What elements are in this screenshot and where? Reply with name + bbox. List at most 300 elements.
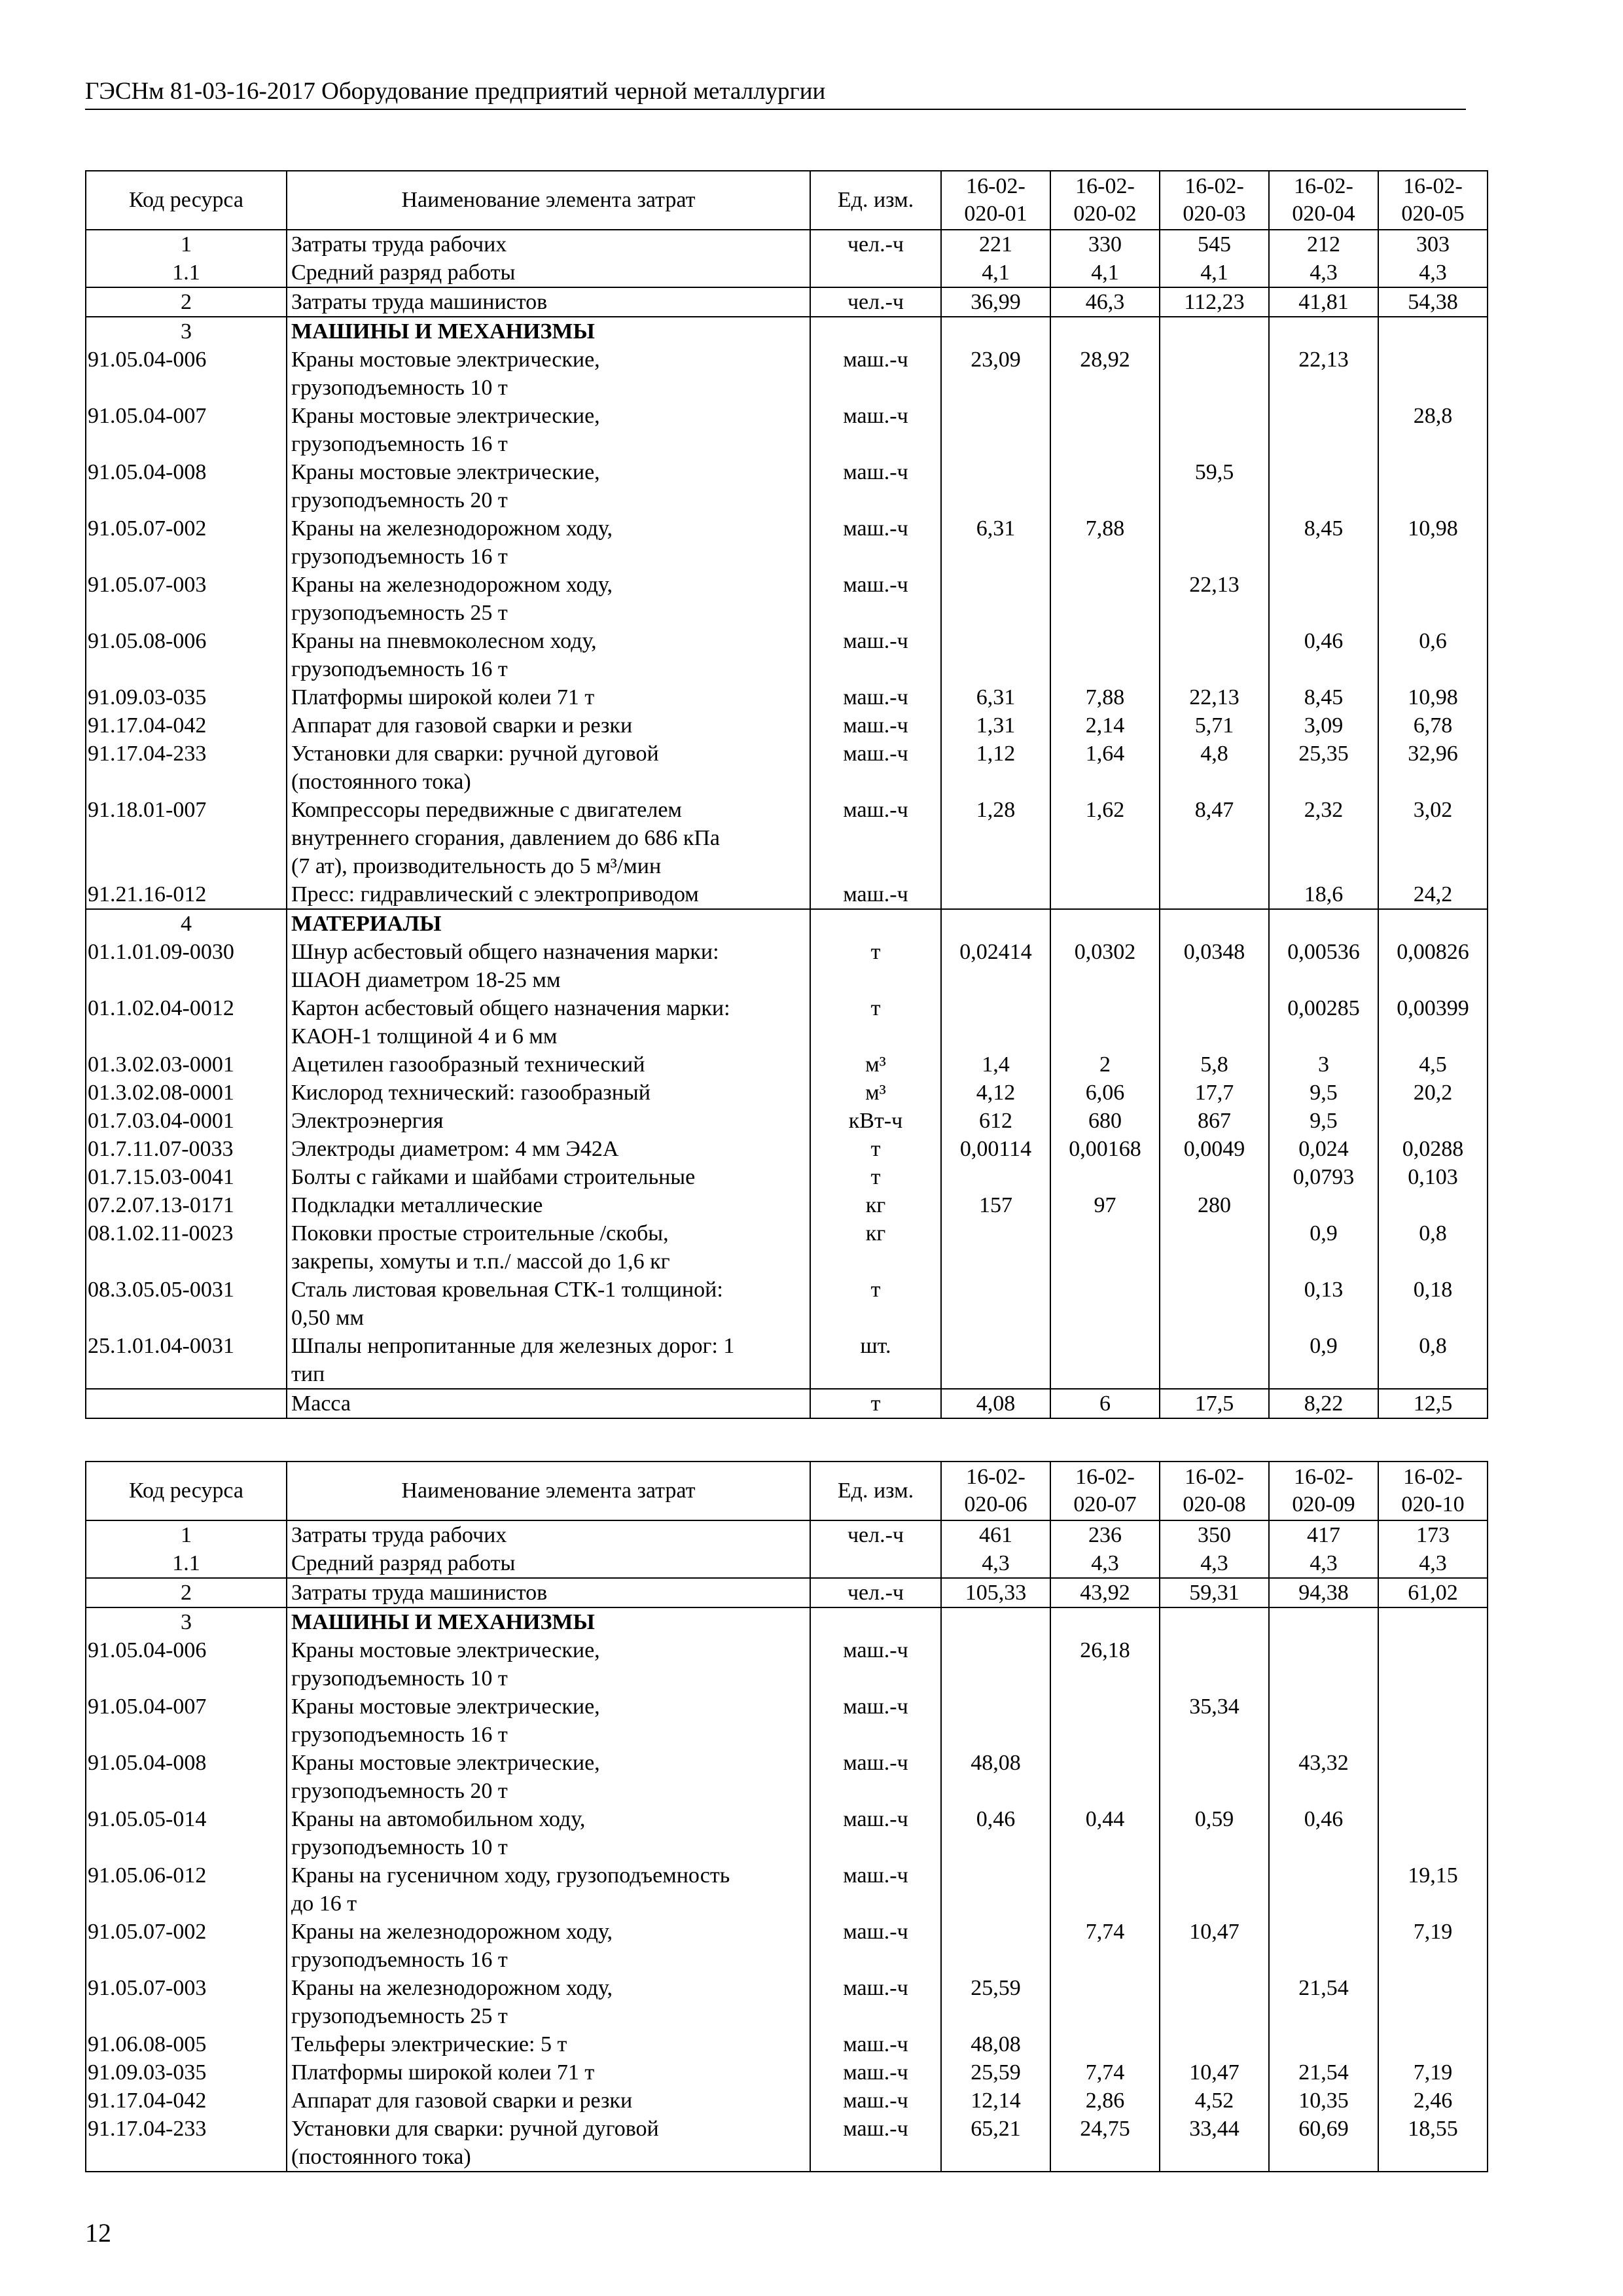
- norm-value: [1378, 1107, 1488, 1135]
- norm-value: 28,8: [1378, 402, 1488, 458]
- cost-element-name: [287, 259, 810, 287]
- norm-value: 1,4: [941, 1050, 1050, 1079]
- table-row: [86, 938, 1488, 994]
- name-line: Болты с гайками и шайбами строительные: [291, 1165, 696, 1189]
- resource-code: 91.09.03-035: [86, 2058, 287, 2087]
- section-title: [287, 909, 810, 938]
- unit: чел.-ч: [810, 230, 941, 259]
- unit: маш.-ч: [810, 514, 941, 571]
- name-line: Краны мостовые электрические,: [291, 460, 600, 484]
- name-line: грузоподъемность 25 т: [291, 601, 508, 625]
- cost-element-name: [287, 2115, 810, 2172]
- norm-value: [1160, 1861, 1269, 1918]
- table-row: [86, 1332, 1488, 1389]
- norm-value: 7,19: [1378, 1918, 1488, 1974]
- table-row: [86, 317, 1488, 346]
- unit: [810, 317, 941, 346]
- header-norm-code-line: 020-09: [1292, 1492, 1355, 1516]
- norm-value: 0,9: [1269, 1219, 1378, 1276]
- name-line: (постоянного тока): [291, 2145, 471, 2169]
- unit: маш.-ч: [810, 880, 941, 909]
- norm-value: 43,32: [1269, 1749, 1378, 1805]
- name-line: Средний разряд работы: [291, 1551, 516, 1575]
- norm-value: 0,44: [1050, 1805, 1160, 1861]
- norm-value: [1269, 458, 1378, 514]
- norm-value: 1,62: [1050, 796, 1160, 880]
- norm-value: 2,14: [1050, 711, 1160, 740]
- norm-value: 4,52: [1160, 2087, 1269, 2115]
- norm-value: 0,02414: [941, 938, 1050, 994]
- resource-code: 2: [86, 1578, 287, 1607]
- norm-value: [1050, 1861, 1160, 1918]
- cost-element-name: [287, 1276, 810, 1332]
- cost-element-name: [287, 402, 810, 458]
- resource-code: 91.18.01-007: [86, 796, 287, 880]
- table-row: [86, 1107, 1488, 1135]
- name-line: Краны мостовые электрические,: [291, 1695, 600, 1719]
- name-line: до 16 т: [291, 1892, 357, 1916]
- norm-value: 8,45: [1269, 683, 1378, 711]
- table-row: [86, 402, 1488, 458]
- table-row: [86, 287, 1488, 317]
- norm-value: [1160, 1276, 1269, 1332]
- resource-code: 3: [86, 317, 287, 346]
- norm-value: 4,1: [941, 259, 1050, 287]
- table-row: [86, 1135, 1488, 1163]
- norm-value: 24,75: [1050, 2115, 1160, 2172]
- resource-code: 91.05.04-006: [86, 1636, 287, 1693]
- cost-element-name: [287, 1549, 810, 1578]
- norm-value: 236: [1050, 1520, 1160, 1549]
- norm-value: 0,46: [941, 1805, 1050, 1861]
- norm-value: 41,81: [1269, 287, 1378, 317]
- table-row: [86, 1805, 1488, 1861]
- norm-value: 3,02: [1378, 796, 1488, 880]
- resource-code: 91.05.05-014: [86, 1805, 287, 1861]
- header-unit: Ед. изм.: [810, 171, 941, 230]
- norm-value: 545: [1160, 230, 1269, 259]
- unit: маш.-ч: [810, 627, 941, 683]
- norm-value: 0,00168: [1050, 1135, 1160, 1163]
- cost-element-name: [287, 287, 810, 317]
- norm-value: [1160, 1749, 1269, 1805]
- norm-value: [941, 1276, 1050, 1332]
- name-line: Краны на железнодорожном ходу,: [291, 516, 613, 541]
- norm-value: [1378, 1749, 1488, 1805]
- table-row: [86, 1191, 1488, 1219]
- norm-value: 461: [941, 1520, 1050, 1549]
- header-norm-code-line: 16-02-: [1294, 174, 1353, 198]
- norm-value: [1160, 1974, 1269, 2030]
- norm-value: 6,31: [941, 514, 1050, 571]
- unit: маш.-ч: [810, 2030, 941, 2058]
- resource-code: 91.05.07-002: [86, 1918, 287, 1974]
- unit: маш.-ч: [810, 402, 941, 458]
- norm-value: [941, 1332, 1050, 1389]
- resource-code: 1.1: [86, 1549, 287, 1578]
- cost-element-name: [287, 1578, 810, 1607]
- norm-value: [1050, 1163, 1160, 1191]
- norm-value: [1050, 2030, 1160, 2058]
- header-norm-code-line: 020-06: [964, 1492, 1027, 1516]
- norm-value: 28,92: [1050, 346, 1160, 402]
- norm-value: 612: [941, 1107, 1050, 1135]
- norm-value: 680: [1050, 1107, 1160, 1135]
- resource-code: 91.05.04-006: [86, 346, 287, 402]
- header-norm-code-line: 16-02-: [1403, 174, 1463, 198]
- norm-value: [941, 909, 1050, 938]
- resource-code: 91.17.04-233: [86, 740, 287, 796]
- norm-value: 8,45: [1269, 514, 1378, 571]
- unit: м³: [810, 1079, 941, 1107]
- norm-value: 0,59: [1160, 1805, 1269, 1861]
- norm-value: 0,18: [1378, 1276, 1488, 1332]
- norm-value: 0,9: [1269, 1332, 1378, 1389]
- resource-code: 01.7.15.03-0041: [86, 1163, 287, 1191]
- cost-element-name: [287, 1636, 810, 1693]
- norm-value: [1160, 1332, 1269, 1389]
- unit: маш.-ч: [810, 740, 941, 796]
- norm-value: 1,31: [941, 711, 1050, 740]
- name-line: Краны на железнодорожном ходу,: [291, 1920, 613, 1944]
- norm-value: 4,3: [941, 1549, 1050, 1578]
- norm-value: 21,54: [1269, 1974, 1378, 2030]
- norm-value: 10,35: [1269, 2087, 1378, 2115]
- unit: маш.-ч: [810, 571, 941, 627]
- unit: маш.-ч: [810, 1918, 941, 1974]
- norm-value: [941, 571, 1050, 627]
- norm-value: [1050, 1276, 1160, 1332]
- norm-value: [941, 1693, 1050, 1749]
- cost-element-name: [287, 1974, 810, 2030]
- norm-value: 4,12: [941, 1079, 1050, 1107]
- resource-code: 1: [86, 1520, 287, 1549]
- table-row: [86, 683, 1488, 711]
- cost-element-name: [287, 1749, 810, 1805]
- norm-value: 43,92: [1050, 1578, 1160, 1607]
- norm-value: 3: [1269, 1050, 1378, 1079]
- norm-value: 59,31: [1160, 1578, 1269, 1607]
- norm-value: 6,06: [1050, 1079, 1160, 1107]
- norm-value: 280: [1160, 1191, 1269, 1219]
- header-norm-code: [1160, 1462, 1269, 1520]
- page-number: 12: [85, 2218, 111, 2248]
- norm-value: 48,08: [941, 2030, 1050, 2058]
- norm-value: [1378, 1191, 1488, 1219]
- norm-value: [1160, 2030, 1269, 2058]
- norm-value: [941, 1861, 1050, 1918]
- name-line: Затраты труда машинистов: [291, 290, 548, 314]
- cost-element-name: [287, 1050, 810, 1079]
- norm-value: 0,00536: [1269, 938, 1378, 994]
- norm-value: [1160, 627, 1269, 683]
- header-name: Наименование элемента затрат: [287, 171, 810, 230]
- unit: шт.: [810, 1332, 941, 1389]
- norm-value: 0,00285: [1269, 994, 1378, 1050]
- norm-value: [1269, 1607, 1378, 1636]
- name-line: МАТЕРИАЛЫ: [291, 912, 442, 936]
- norm-value: 22,13: [1160, 683, 1269, 711]
- norm-value: 0,46: [1269, 627, 1378, 683]
- header-name: Наименование элемента затрат: [287, 1462, 810, 1520]
- name-line: Кислород технический: газообразный: [291, 1081, 651, 1105]
- header-norm-code-line: 16-02-: [1185, 174, 1244, 198]
- unit: маш.-ч: [810, 2058, 941, 2087]
- norm-value: 350: [1160, 1520, 1269, 1549]
- norm-value: [1050, 571, 1160, 627]
- resource-code: 91.05.06-012: [86, 1861, 287, 1918]
- resource-code: 91.05.04-008: [86, 1749, 287, 1805]
- unit: маш.-ч: [810, 1974, 941, 2030]
- name-line: закрепы, хомуты и т.п./ массой до 1,6 кг: [291, 1249, 670, 1274]
- table-row: [86, 1636, 1488, 1693]
- cost-element-name: [287, 571, 810, 627]
- unit: м³: [810, 1050, 941, 1079]
- name-line: Установки для сварки: ручной дуговой: [291, 742, 659, 766]
- norm-value: 8,47: [1160, 796, 1269, 880]
- norm-value: 417: [1269, 1520, 1378, 1549]
- table-row: [86, 1389, 1488, 1418]
- norm-value: 10,47: [1160, 1918, 1269, 1974]
- unit: маш.-ч: [810, 346, 941, 402]
- header-norm-code-line: 16-02-: [1294, 1465, 1353, 1489]
- table-row: [86, 796, 1488, 880]
- norm-value: 7,88: [1050, 514, 1160, 571]
- name-line: грузоподъемность 10 т: [291, 1666, 508, 1691]
- table-row: [86, 880, 1488, 909]
- header-norm-code: [1378, 171, 1488, 230]
- norm-value: [1269, 1918, 1378, 1974]
- norm-value: [1378, 346, 1488, 402]
- header-norm-code: [941, 1462, 1050, 1520]
- norm-value: [941, 458, 1050, 514]
- norm-value: [1269, 1636, 1378, 1693]
- name-line: МАШИНЫ И МЕХАНИЗМЫ: [291, 1610, 595, 1634]
- name-line: Тельферы электрические: 5 т: [291, 2032, 567, 2056]
- norm-value: [1050, 1219, 1160, 1276]
- table-row: [86, 1578, 1488, 1607]
- table-row: [86, 2058, 1488, 2087]
- norm-value: 1,64: [1050, 740, 1160, 796]
- resource-code: 1: [86, 230, 287, 259]
- name-line: МАШИНЫ И МЕХАНИЗМЫ: [291, 319, 595, 344]
- cost-element-name: [287, 796, 810, 880]
- norm-value: [1160, 346, 1269, 402]
- table-row: [86, 1219, 1488, 1276]
- resource-code: 91.05.04-008: [86, 458, 287, 514]
- cost-element-name: [287, 1693, 810, 1749]
- table-row: [86, 514, 1488, 571]
- name-line: Платформы широкой колеи 71 т: [291, 2060, 595, 2085]
- norm-value: 4,1: [1160, 259, 1269, 287]
- header-norm-code-line: 020-01: [964, 202, 1027, 226]
- norm-value: [941, 317, 1050, 346]
- norm-value: [1378, 1636, 1488, 1693]
- cost-element-name: [287, 2030, 810, 2058]
- resource-code: 01.7.03.04-0001: [86, 1107, 287, 1135]
- name-line: Шнур асбестовый общего назначения марки:: [291, 940, 719, 964]
- norm-value: [941, 1163, 1050, 1191]
- norm-value: [1160, 1163, 1269, 1191]
- resource-code: 91.06.08-005: [86, 2030, 287, 2058]
- resource-code: 07.2.07.13-0171: [86, 1191, 287, 1219]
- header-norm-code: [1269, 1462, 1378, 1520]
- table-row: [86, 1276, 1488, 1332]
- table-row: [86, 1861, 1488, 1918]
- norm-value: 4,08: [941, 1389, 1050, 1418]
- norm-value: 22,13: [1269, 346, 1378, 402]
- cost-element-name: [287, 938, 810, 994]
- norm-value: 2: [1050, 1050, 1160, 1079]
- norm-value: 330: [1050, 230, 1160, 259]
- name-line: Сталь листовая кровельная СТК-1 толщиной:: [291, 1278, 723, 1302]
- name-line: Затраты труда машинистов: [291, 1581, 548, 1605]
- name-line: Краны мостовые электрические,: [291, 348, 600, 372]
- norm-value: 4,3: [1160, 1549, 1269, 1578]
- norm-value: 303: [1378, 230, 1488, 259]
- norm-value: [1160, 1607, 1269, 1636]
- norm-value: [1269, 317, 1378, 346]
- norm-value: 25,59: [941, 2058, 1050, 2087]
- name-line: Подкладки металлические: [291, 1193, 543, 1217]
- cost-element-name: [287, 1079, 810, 1107]
- norm-value: [1378, 1693, 1488, 1749]
- norm-value: 94,38: [1269, 1578, 1378, 1607]
- name-line: Электроэнергия: [291, 1109, 444, 1133]
- name-line: Средний разряд работы: [291, 260, 516, 285]
- unit: т: [810, 938, 941, 994]
- norm-value: [1160, 909, 1269, 938]
- norm-value: [1050, 909, 1160, 938]
- unit: чел.-ч: [810, 1520, 941, 1549]
- name-line: грузоподъемность 16 т: [291, 657, 508, 681]
- norm-value: 0,00826: [1378, 938, 1488, 994]
- table-row: [86, 259, 1488, 287]
- norm-value: 105,33: [941, 1578, 1050, 1607]
- norm-value: 173: [1378, 1520, 1488, 1549]
- name-line: Масса: [291, 1391, 351, 1416]
- table-row: [86, 1520, 1488, 1549]
- norm-value: [1160, 880, 1269, 909]
- norm-value: 3,09: [1269, 711, 1378, 740]
- resource-code: 91.05.08-006: [86, 627, 287, 683]
- norm-value: 22,13: [1160, 571, 1269, 627]
- norm-value: [1269, 571, 1378, 627]
- norm-value: [1050, 880, 1160, 909]
- cost-element-name: [287, 711, 810, 740]
- norm-value: 112,23: [1160, 287, 1269, 317]
- norm-value: [941, 627, 1050, 683]
- name-line: Шпалы непропитанные для железных дорог: 1: [291, 1334, 735, 1358]
- header-norm-code: [1160, 171, 1269, 230]
- norm-value: 4,3: [1269, 1549, 1378, 1578]
- table-row: [86, 1974, 1488, 2030]
- name-line: Платформы широкой колеи 71 т: [291, 685, 595, 709]
- norm-value: [1160, 1636, 1269, 1693]
- norm-value: [1050, 458, 1160, 514]
- name-line: грузоподъемность 10 т: [291, 1835, 508, 1859]
- norm-value: [1269, 1861, 1378, 1918]
- name-line: (постоянного тока): [291, 770, 471, 794]
- norm-value: [1050, 402, 1160, 458]
- name-line: Краны мостовые электрические,: [291, 404, 600, 428]
- norm-value: 59,5: [1160, 458, 1269, 514]
- norm-value: [1050, 1693, 1160, 1749]
- norm-value: 1,12: [941, 740, 1050, 796]
- resource-code: 91.09.03-035: [86, 683, 287, 711]
- norm-value: 35,34: [1160, 1693, 1269, 1749]
- name-line: Краны мостовые электрические,: [291, 1751, 600, 1775]
- header-norm-code: [1269, 171, 1378, 230]
- norm-value: [1378, 909, 1488, 938]
- norm-value: [1050, 317, 1160, 346]
- norm-value: 0,8: [1378, 1332, 1488, 1389]
- name-line: (7 ат), производительность до 5 м³/мин: [291, 854, 662, 878]
- header-norm-code-line: 020-02: [1073, 202, 1137, 226]
- cost-element-name: [287, 1861, 810, 1918]
- norm-value: [1269, 1191, 1378, 1219]
- header-norm-code-line: 16-02-: [1185, 1465, 1244, 1489]
- table-row: [86, 627, 1488, 683]
- norm-value: 8,22: [1269, 1389, 1378, 1418]
- norm-value: [1050, 1749, 1160, 1805]
- resource-code: 1.1: [86, 259, 287, 287]
- table-row: [86, 458, 1488, 514]
- norm-value: 46,3: [1050, 287, 1160, 317]
- table-row: [86, 909, 1488, 938]
- cost-element-name: [287, 230, 810, 259]
- norm-value: [1160, 1219, 1269, 1276]
- norm-value: 0,13: [1269, 1276, 1378, 1332]
- cost-element-name: [287, 683, 810, 711]
- name-line: Затраты труда рабочих: [291, 232, 507, 257]
- norm-value: [1160, 514, 1269, 571]
- norm-value: 20,2: [1378, 1079, 1488, 1107]
- norm-value: [1378, 458, 1488, 514]
- header-norm-code-line: 16-02-: [966, 174, 1026, 198]
- norm-value: 4,3: [1050, 1549, 1160, 1578]
- norm-value: 0,0049: [1160, 1135, 1269, 1163]
- norm-value: 24,2: [1378, 880, 1488, 909]
- unit: [810, 259, 941, 287]
- name-line: грузоподъемность 25 т: [291, 2004, 508, 2028]
- table-row: [86, 2087, 1488, 2115]
- resource-table-1: [85, 170, 1488, 1419]
- norm-value: 4,5: [1378, 1050, 1488, 1079]
- unit: [810, 1607, 941, 1636]
- name-line: Аппарат для газовой сварки и резки: [291, 2089, 633, 2113]
- name-line: грузоподъемность 16 т: [291, 545, 508, 569]
- name-line: грузоподъемность 10 т: [291, 376, 508, 400]
- cost-element-name: [287, 1805, 810, 1861]
- resource-code: 25.1.01.04-0031: [86, 1332, 287, 1389]
- norm-value: 12,5: [1378, 1389, 1488, 1418]
- name-line: грузоподъемность 16 т: [291, 1723, 508, 1747]
- norm-value: 6,78: [1378, 711, 1488, 740]
- unit: маш.-ч: [810, 1693, 941, 1749]
- table-row: [86, 1050, 1488, 1079]
- running-header: ГЭСНм 81-03-16-2017 Оборудование предприятий черной металлургии: [85, 78, 826, 105]
- norm-value: 157: [941, 1191, 1050, 1219]
- resource-code: 4: [86, 909, 287, 938]
- table-row: [86, 1079, 1488, 1107]
- cost-element-name: [287, 740, 810, 796]
- header-norm-code: [1050, 1462, 1160, 1520]
- unit: т: [810, 1163, 941, 1191]
- name-line: Пресс: гидравлический с электроприводом: [291, 882, 699, 906]
- cost-element-name: [287, 1918, 810, 1974]
- norm-value: [1160, 317, 1269, 346]
